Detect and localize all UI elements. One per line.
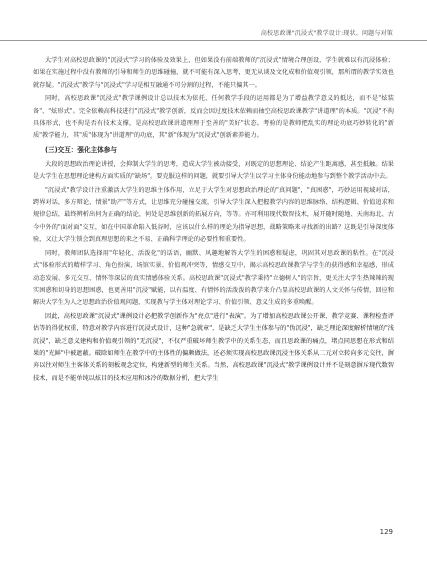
header-rule [0,40,427,41]
body-paragraph: 同时，教师团队选择用"年轻化、活泼化"的话语，幽默、风趣地解答大学生的困惑和疑虑，巩固其对思政课的粘性。在"沉浸式"体验形式的精样学习、角色扮演、场馆实景、价值观冲突等，情感交互中，揭示高校思政课教学与学生的获得感和幸福感，形成动态发展、多元交互、情怀等深层的真实情感体验关系。高校思政课"沉浸式"教学秉持"立德树人"的宗旨，更关注大学生热辣辣的现实困惑和切身的思想困惑，也更善用"沉浸"赋能，以有温度、有情怀的活泼泼的教学来介凸显高校思政课的人文关怀与传情，回应和解决大学生为人之思想政治价值观问题，实现教与学主体对理论学习、价值引领、意义生成的多重唤醒。 [33,249,394,307]
page-number: 129 [379,528,393,536]
article-body [33,55,394,386]
section-heading: (三)交互：强化主体参与 [45,145,117,154]
body-paragraph: 大学生对高校思政课的"沉浸式"学习的体验及效果上，但如果没有前端教师的"沉浸式"情境合理创设，学生就难以有沉浸体验；如果在实施过程中没有教师的引导和师生的思维碰撞，就不可能有深入思考，更无从谈及文化成和价值观引领，那所谓的教学实效也就存疑。"沉浸式"教学与"沉浸式"学习是相互融通不可分割的过程，不能只偏其一。 [33,57,394,89]
body-paragraph: 因此，高校思政课"沉浸式"课例设计必把教学创新作为"亮点"进行"表演"。为了增加高校思政课公开课、教学竞赛、课程检查评估等的得优权重，特意对教学内容进行沉浸式设计，这种"急就章"，是缺乏大学生主体参与的"伪沉浸"，缺乏理论深度解析情境的"浅沉浸"，缺乏意义建构和价值观引领的"无沉浸"，不仅严重破坏师生教学中的关系生态，而且思政课的痛点，堵点同思想在形式和结果的"光鲜"中被遮蔽。破除如师生在教学中的主体性的偏颇做法，还必须实现高校思政课沉浸主体关系从二元对立转向多元交往，摒弃以往对师生主客体关系的刻板观念定位，构建新型的师生关系。当然，高校思政课"沉浸式"教学课例设计并不是刻意摒斥现代数智技术，而是不能单纯以炫目的技术应用和冰冷的数据分析，把大学生 [33,312,394,382]
running-head: 高校思政课"沉浸式"教学设计:现状、问题与对策 [260,30,393,37]
body-paragraph: 大段的思想政治理论讲授，会抑制大学生的思考，造成大学生被动接受，对既定的思想理论、结论产生距离感，甚至抵触。结果是大学生在思想理论建构方面实质的"缺场"。要克服这样的问题，就要引导大学生以学习主体身份能动地参与到整个教学活动中去。 [33,160,394,181]
body-paragraph: 同时，高校思政课"沉浸式"教学课例设计总以技术为依托，任何教学手段的运用都是为了增益教学意义的抵达，而不是"炫装备"、"炫形式"。完全依赖高科技进行"沉浸式"教学创新，反而会因过度技术依赖而抽空高校思政课教学"讲道理"的本质。"沉浸"不拘具体形式，也不拘是否有技术支撑，是高校思政课讲道理理于至善的"美好"状态。考验的是教师把乱实的理论功底巧妙转化的"新质"教学能力，其"质"体现为"讲道理"的功底，其"新"体现为"沉浸式"创新素养能力。 [33,95,394,140]
body-paragraph: "沉浸式"教学设计注重激活大学生的思维主体作用，立足于大学生对思想政治理论的"真问题"，"真困惑"，巧妙运用视域对话，跨界对话，多方辩论，情景"助产"等方式，让思维充分碰撞交流，引导大学生深入把握教学内容的思维脉络、结构逻辑、价值追求和规律总结，最终辨析出何为正确的结论，何处是思维创新的拓展方向，等等。亦可利用现代数智技术，展开随时随地、天南海北、古今中外的"面对面"交互，如在中国革命陷入低谷时，应该以什么样的理论为指导思想，战略策略来寻找新的出路？这既是引导深度体验，又让大学生锁会到真理思想的来之不易、正确科学理论的必要性和重要性。 [33,186,394,244]
